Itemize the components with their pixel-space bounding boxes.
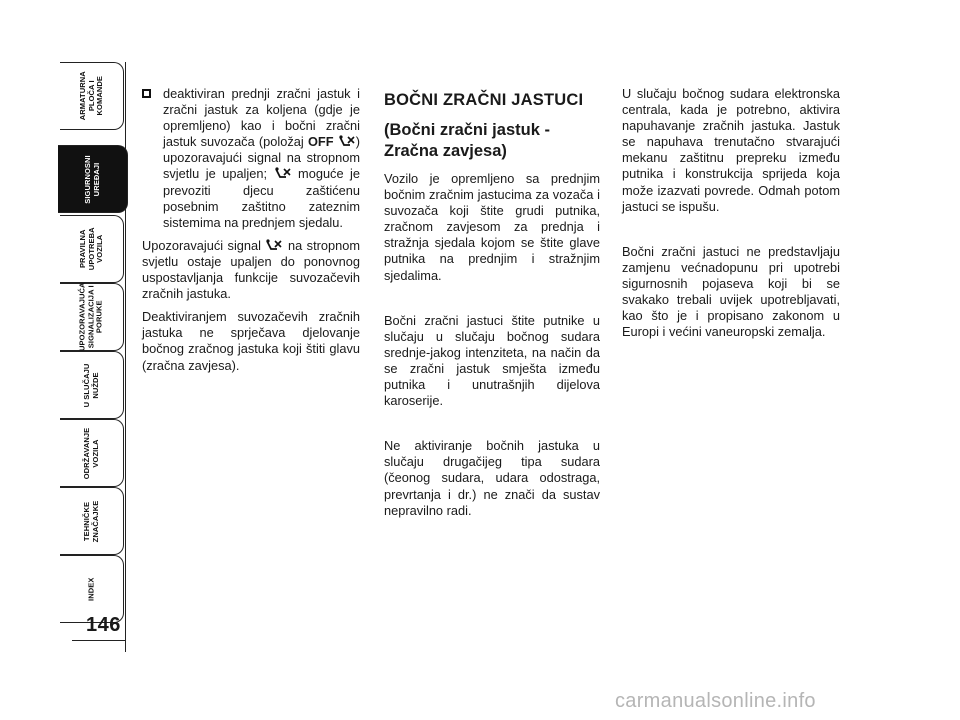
paragraph: U slučaju bočnog sudara elektronska centrala, kada je potrebno, aktivira napuhavanje zračnih jastuka. Jastuk se napuhava trenutačno stvarajući mekanu zaštitnu prepreku između putnika i konstrukcija sprijeda koja može izazvati povrede. Odmah potom jastuci se ispušu. — [622, 86, 840, 214]
paragraph: Deaktiviranjem suvozačevih zračnih jastuka ne sprječava djelovanje bočnog zračnog jastuka koji štiti glavu (zračna zavjesa). — [142, 309, 360, 373]
paragraph: Bočni zračni jastuci štite putnike u slučaju u slučaju bočnog sudara srednje-jakog intenziteta, na način da se zračni jastuk smješta između putnika i unutrašnjih dijelova karoserije. — [384, 312, 600, 409]
page-number: 146 — [86, 614, 121, 636]
bullet-text-part-a: deaktiviran prednji zračni jastuk i zračni jastuk za koljena (gdje je opremljeno) kao i bočni zračni jastuk suvozača (položaj — [163, 86, 360, 150]
bullet-text-part-b: ) upozoravajući signal na stropnom svjetlu je upaljen; — [163, 134, 361, 182]
checkbox-square-icon — [142, 89, 151, 98]
bullet-text-part-c: moguće je prevoziti djecu zaštićenu posebnim zaštitno zateznim sistemima na prednjem sjedalu. — [163, 166, 361, 230]
passenger-airbag-off-icon — [265, 239, 283, 251]
tab-label: ARMATURNA PLOČA I KOMANDE — [77, 71, 104, 121]
passenger-airbag-off-icon — [338, 135, 356, 147]
warning-signal-text-b: na stropnom svjetlu ostaje upaljen do ponovnog uspostavljanja funkcije suvozačevih zračnih jastuka. — [142, 237, 361, 302]
paragraph: Vozilo je opremljeno sa prednjim bočnim zračnim jastucima za vozača i suvozača koji štite grudi putnika, zračnom zavjesom za prednja i stražnja sjedala kojom se štite glave putnika na prednjim i stražnjim sjedalima. — [384, 171, 600, 283]
spacer — [384, 416, 600, 438]
tab-label: TEHNIČKE ZNAČAJKE — [82, 500, 100, 542]
tab-label: INDEX — [86, 577, 96, 601]
tab-armaturna-ploca[interactable] — [60, 62, 124, 130]
text-column-1 — [142, 86, 360, 381]
watermark: carmanualsonline.info — [615, 690, 816, 712]
tab-tehnicke-znacajke[interactable] — [60, 487, 124, 555]
paragraph: Bočni zračni jastuci ne predstavljaju zamjenu većnadopunu pri upotrebi sigurnosnih pojaseva koji bi se svakako trebali uvijek upotrebljavati, kao što je i propisano zakonom u Europi i većini vaneuropski zemalja. — [622, 243, 840, 340]
tab-sigurnosni-uredaji[interactable] — [58, 145, 128, 213]
section-subtitle: (Bočni zračni jastuk - Zračna zavjesa) — [384, 121, 550, 160]
tab-label: U SLUČAJU NUŽDE — [82, 363, 100, 407]
text-column-2 — [384, 86, 600, 526]
bullet-item — [142, 86, 360, 231]
paragraph — [142, 238, 360, 302]
tab-odrzavanje-vozila[interactable] — [60, 419, 124, 487]
page-number-rule — [72, 640, 126, 641]
passenger-airbag-off-icon — [274, 167, 292, 179]
spacer — [384, 291, 600, 313]
tab-label: ODRŽAVANJE VOZILA — [82, 427, 100, 479]
text-column-3 — [622, 86, 840, 347]
section-title: BOČNI ZRAČNI JASTUCI — [384, 91, 584, 109]
tab-pravilna-upotreba[interactable] — [60, 215, 124, 283]
off-position-label: OFF — [307, 134, 334, 150]
side-navigation — [0, 0, 130, 720]
tab-index[interactable] — [60, 555, 124, 623]
tab-label: PRAVILNA UPOTREBA VOZILA — [77, 227, 104, 271]
tab-upozoravajuca-signalizacija[interactable] — [60, 283, 124, 351]
tab-u-slucaju-nuzde[interactable] — [60, 351, 124, 419]
tab-label: UPOZORAVAJUĆA SIGNALIZACIJA I PORUKE — [77, 282, 104, 352]
warning-signal-text-a: Upozoravajući signal — [142, 237, 261, 253]
tab-label: SIGURNOSNI UREĐAJI — [83, 154, 101, 204]
spacer — [622, 222, 840, 244]
paragraph: Ne aktiviranje bočnih jastuka u slučaju drugačijeg tipa sudara (čeonog sudara, udara odostraga, prevrtanja i dr.) ne znači da sustav nepravilno radi. — [384, 438, 600, 518]
